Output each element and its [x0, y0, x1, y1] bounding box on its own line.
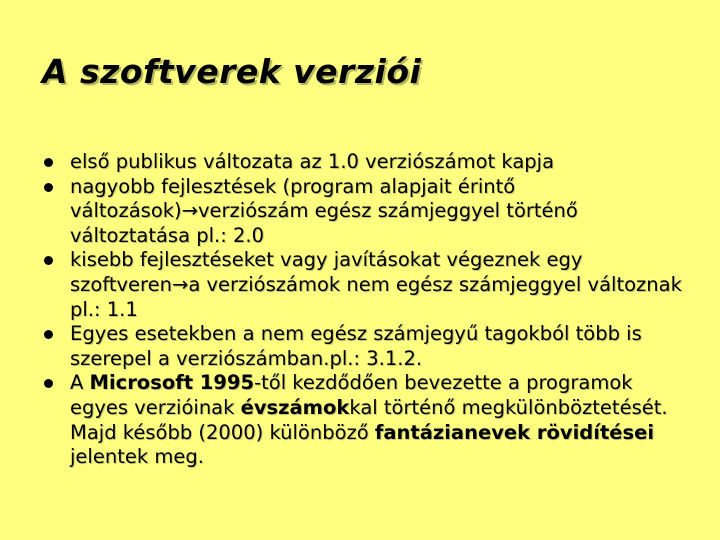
bullet-text-part: -től kezdődően bevezette a programok egyes verzióinak: [70, 371, 633, 419]
bullet-bold-fantazianevek: fantázianevek rövidítései: [374, 420, 655, 444]
bullet-item: [44, 175, 694, 249]
bullet-text-part: kal történő megkülönböztetését. Majd később (2000) különböző: [70, 395, 668, 444]
bullet-text: Egyes esetekben a nem egész számjegyű tagokból több is szerepel a verziószámban.pl.: 3.1.2.: [70, 322, 642, 370]
bullet-text: kisebb fejlesztéseket vagy javításokat végeznek egy szoftveren→a verziószámok nem egész számjeggyel változnak pl.: 1.1: [70, 248, 682, 321]
bullet-bold-evszamok: évszámok: [240, 395, 350, 419]
bullet-bold-microsoft-1995: Microsoft 1995: [89, 371, 255, 395]
bullet-text: első publikus változata az 1.0 verziószámot kapja: [70, 150, 555, 173]
bullet-list: [44, 150, 694, 470]
bullet-text: nagyobb fejlesztések (program alapjait érintő változások)→verziószám egész számjeggyel történő változtatása pl.: 2.0: [70, 174, 578, 247]
bullet-text-part: jelentek meg.: [70, 445, 204, 469]
slide-title: A szoftverek verziói: [42, 52, 422, 91]
bullet-item: [44, 150, 694, 175]
bullet-item: [44, 322, 694, 371]
bullet-item: [44, 371, 694, 469]
bullet-dot-icon: [44, 330, 53, 339]
bullet-dot-icon: [44, 379, 53, 388]
bullet-dot-icon: [44, 183, 53, 192]
bullet-dot-icon: [44, 256, 53, 265]
bullet-item: [44, 248, 694, 322]
bullet-text-part: A: [70, 371, 90, 395]
bullet-dot-icon: [44, 158, 53, 167]
